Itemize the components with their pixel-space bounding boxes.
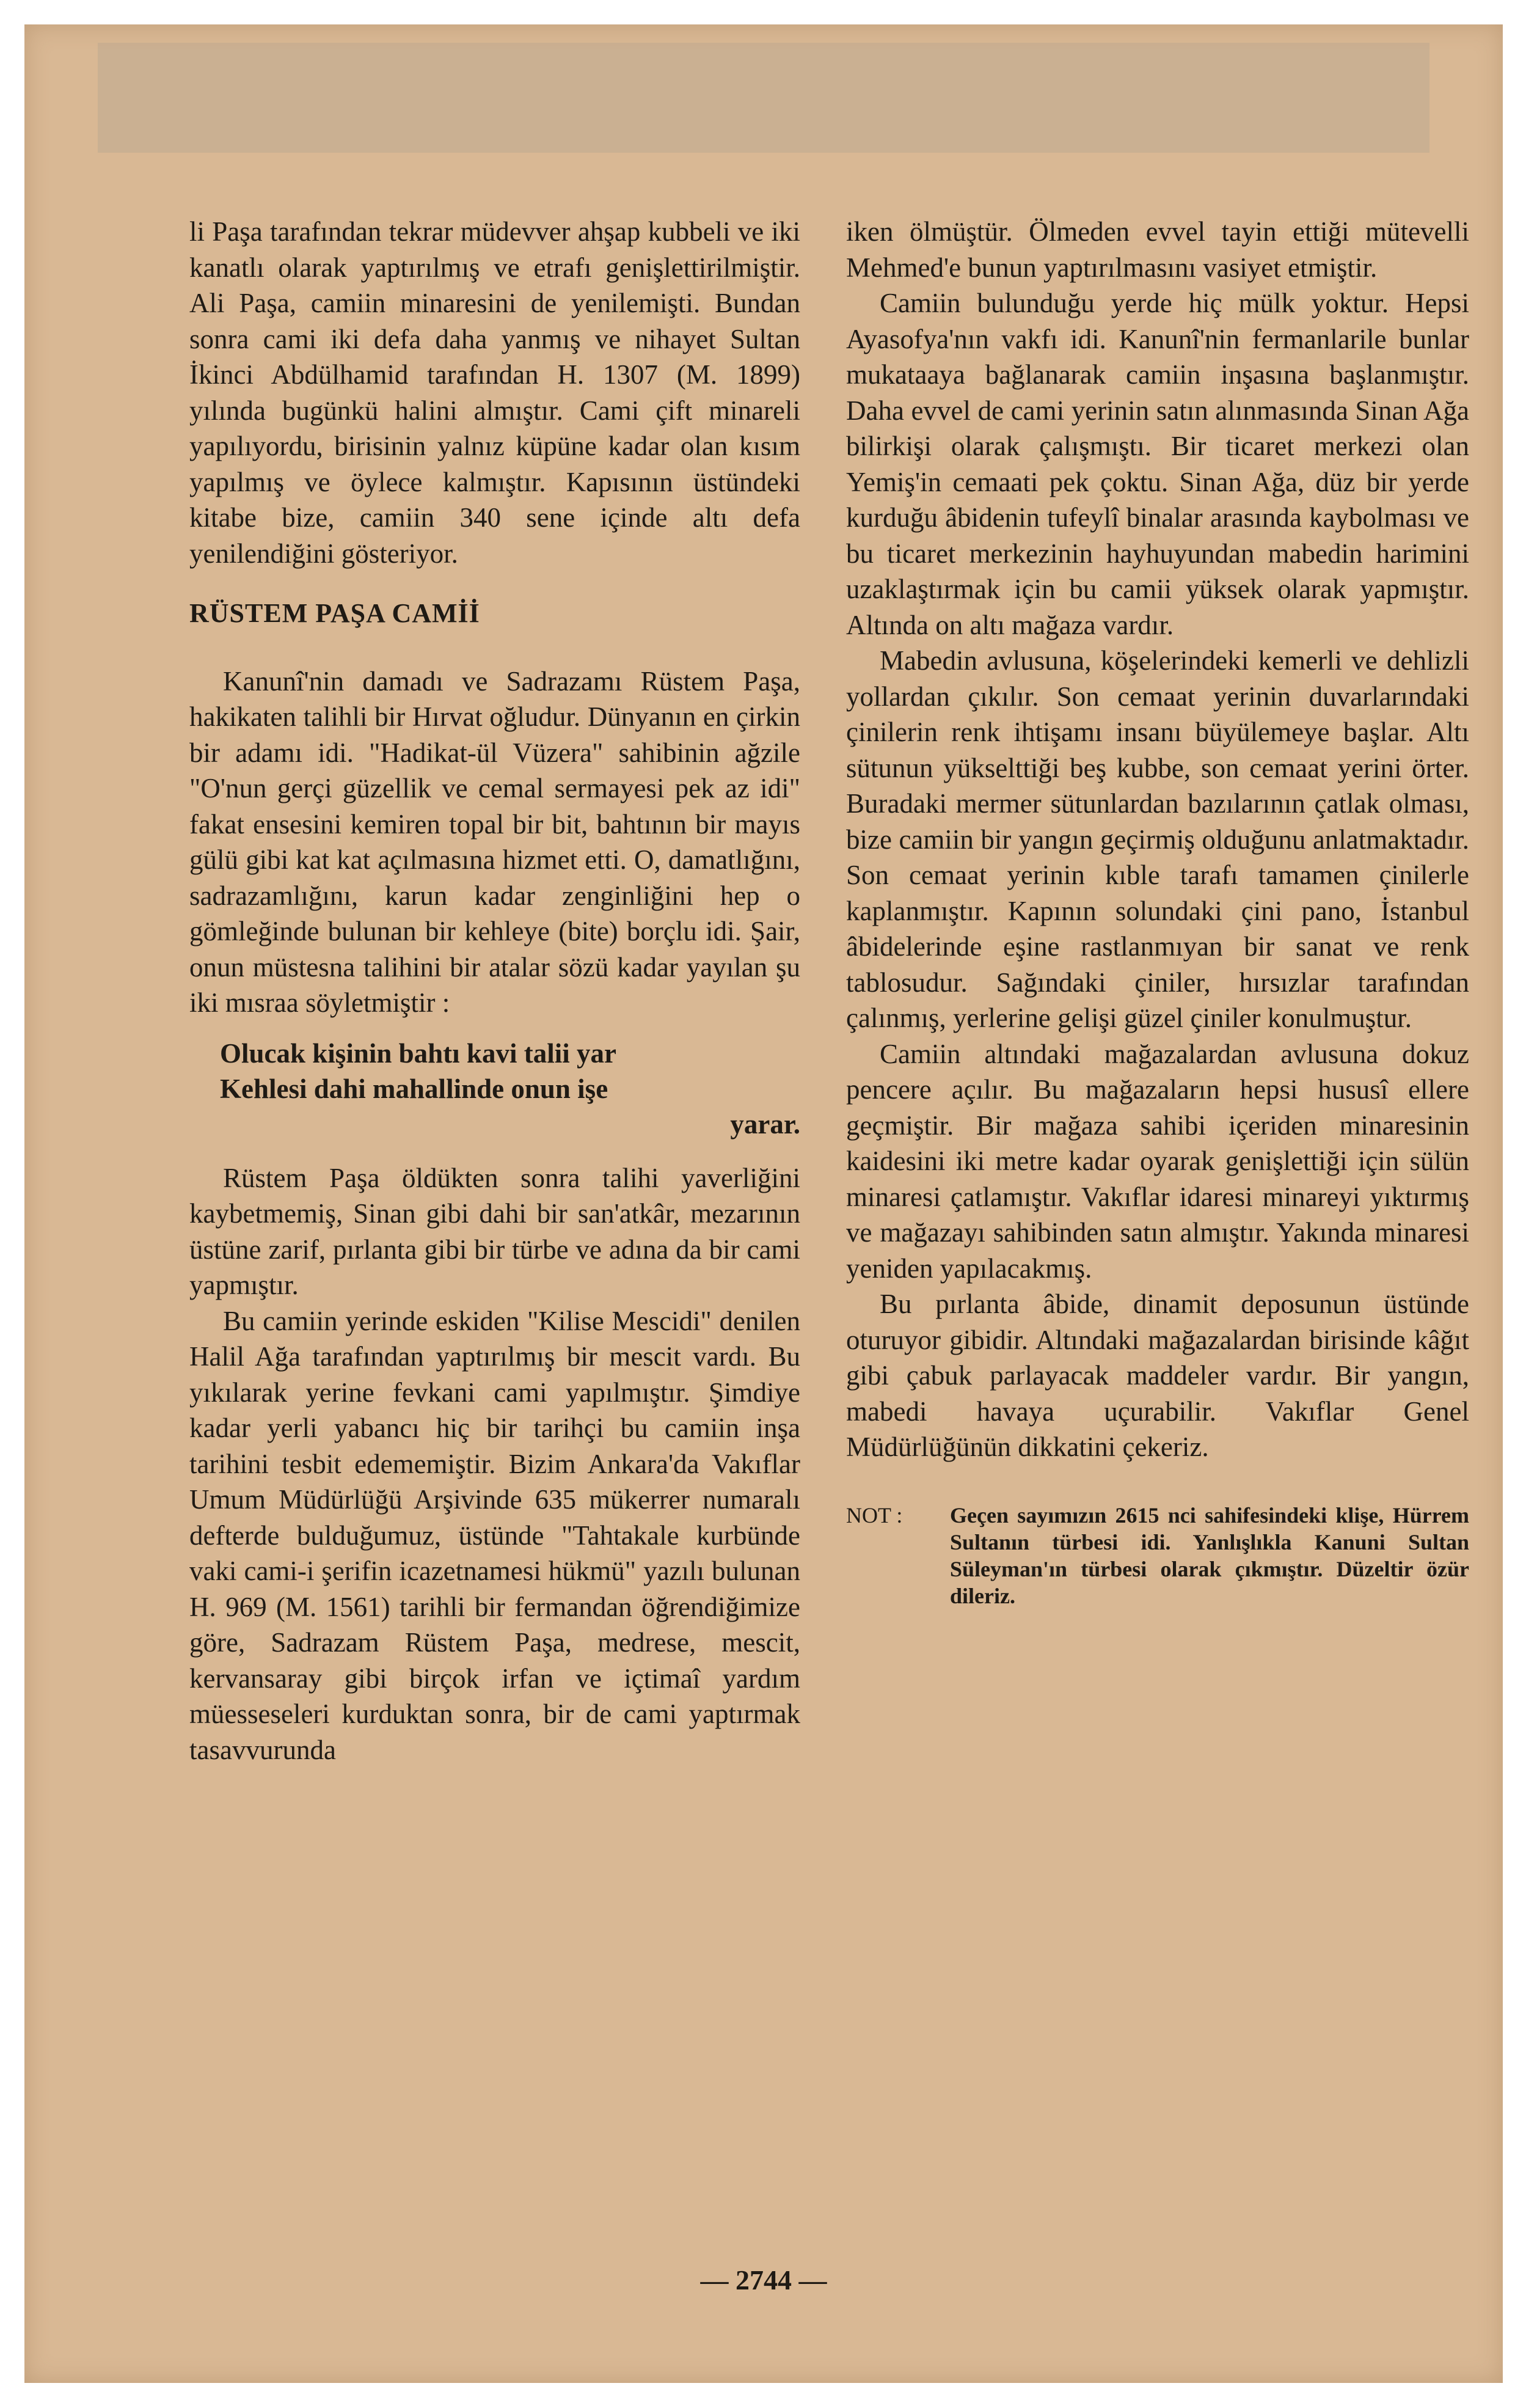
note-label: NOT :: [846, 1502, 903, 1528]
article-paragraph: iken ölmüştür. Ölmeden evvel tayin ettiği mütevelli Mehmed'e bunun yaptırılmasını vasiyet etmiştir.: [846, 216, 1469, 283]
verse-line: Kehlesi dahi mahallinde onun işe: [220, 1073, 608, 1104]
verse-line: yarar.: [730, 1108, 800, 1140]
section-heading: RÜSTEM PAŞA CAMİİ: [189, 598, 480, 628]
article-paragraph: Bu camiin yerinde eskiden "Kilise Mescidi" denilen Halil Ağa tarafından yaptırılmış bir mescit vardı. Bu yıkılarak yerine fevkani cami yapılmıştır. Şimdiye kadar yerli yabancı hiç bir tarihçi bu camiin inşa tarihini tesbit edememiştir. Bizim Ankara'da Vakıflar Umum Müdürlüğü Arşivinde 635 mükerrer numaralı defterde bulduğumuz, üstünde "Tahtakale kurbünde vaki cami-i şerifin icazetnamesi hükmü" yazılı bulunan H. 969 (M. 1561) tarihli bir fermandan öğrendiğimize göre, Sadrazam Rüstem Paşa, medrese, mescit, kervansaray gibi birçok irfan ve içtimaî yardım müesseseleri kurduktan sonra, bir de cami yaptırmak tasavvurunda: [189, 1305, 800, 1765]
left-column: [189, 214, 800, 1768]
verse-line: Olucak kişinin bahtı kavi talii yar: [220, 1037, 616, 1069]
right-column: [846, 214, 1469, 1609]
article-paragraph: li Paşa tarafından tekrar müdevver ahşap kubbeli ve iki kanatlı olarak yaptırılmış ve etrafı genişlettirilmiştir. Ali Paşa, camiin minaresini de yenilemişti. Bundan sonra cami iki defa daha yanmış ve nihayet Sultan İkinci Abdülhamid tarafından H. 1307 (M. 1899) yılında bugünkü halini almıştır. Cami çift minareli yapılıyordu, birisinin yalnız küpüne kadar olan kısım yapılmış ve öylece kalmıştır. Kapısının üstündeki kitabe bize, camiin 340 sene içinde altı defa yenilendiğini gösteriyor.: [189, 216, 800, 569]
note-text: Geçen sayımızın 2615 nci sahifesindeki klişe, Hürrem Sultanın türbesi idi. Yanlışlıkla Kanuni Sultan Süleyman'ın türbesi olarak çıkmıştır. Düzeltir özür dileriz.: [950, 1502, 1469, 1608]
article-paragraph: Camiin bulunduğu yerde hiç mülk yoktur. Hepsi Ayasofya'nın vakfı idi. Kanunî'nin fermanlarile bunlar mukataaya bağlanarak camiin inşasına başlanmıştır. Daha evvel de cami yerinin satın alınmasında Sinan Ağa bilirkişi olarak çalışmıştı. Bir ticaret merkezi olan Yemiş'in cemaati pek çoktu. Sinan Ağa, düz bir yerde kurduğu âbidenin tufeylî binalar arasında kaybolması ve bu ticaret merkezinin hayhuyundan mabedin harimini uzaklaştırmak için bu camii yüksek olarak yapmıştır. Altında on altı mağaza vardır.: [846, 288, 1469, 640]
article-paragraph: Mabedin avlusuna, köşelerindeki kemerli ve dehlizli yollardan çıkılır. Son cemaat yerinin duvarlarındaki çinilerin renk ihtişamı insanı büyülemeye başlar. Altı sütunun yükselttiği beş kubbe, son cemaat yerini örter. Buradaki mermer sütunlardan bazılarının çatlak olması, bize camiin bir yangın geçirmiş olduğunu anlatmaktadır. Son cemaat yerinin kıble tarafı tamamen çinilerle kaplanmıştır. Kapının solundaki çini pano, İstanbul âbidelerinde eşine rastlanmıyan bir sanat ve renk tablosudur. Sağındaki çiniler, hırsızlar tarafından çalınmış, yerlerine gelişi güzel çiniler konulmuştur.: [846, 645, 1469, 1033]
article-paragraph: Kanunî'nin damadı ve Sadrazamı Rüstem Paşa, hakikaten talihli bir Hırvat oğludur. Dünyanın en çirkin bir adamı idi. "Hadikat-ül Vüzera" sahibinin ağzile "O'nun gerçi güzellik ve cemal sermayesi pek az idi" fakat ensesini kemiren topal bir bit, bahtının bir mayıs gülü gibi kat kat açılmasına hizmet etti. O, damatlığını, sadrazamlığını, karun kadar zenginliğini hep o gömleğinde bulunan bir kehleye (bite) borçlu idi. Şair, onun müstesna talihini bir atalar sözü kadar yayılan şu iki mısraa söyletmiştir :: [189, 665, 800, 1018]
page-number: — 2744 —: [700, 2264, 827, 2296]
article-paragraph: Bu pırlanta âbide, dinamit deposunun üstünde oturuyor gibidir. Altındaki mağazalardan birisinde kâğıt gibi çabuk parlayacak maddeler vardır. Bir yangın, mabedi havaya uçurabilir. Vakıflar Genel Müdürlüğünün dikkatini çekeriz.: [846, 1289, 1469, 1462]
article-paragraph: Rüstem Paşa öldükten sonra talihi yaverliğini kaybetmemiş, Sinan gibi dahi bir san'atkâr, mezarının üstüne zarif, pırlanta gibi bir türbe ve adına da bir cami yapmıştır.: [189, 1162, 800, 1300]
article-paragraph: Camiin altındaki mağazalardan avlusuna dokuz pencere açılır. Bu mağazaların hepsi hususî ellere geçmiştir. Bir mağaza sahibi içeriden minaresinin kaidesini iki metre kadar oyarak genişlettiği için sülün minaresi çatlamıştır. Vakıflar idaresi minareyi yıktırmış ve mağazayı sahibinden satın almıştır. Yakında minaresi yeniden yapılacakmış.: [846, 1038, 1469, 1284]
magazine-page: [24, 24, 1503, 2383]
editor-note: [846, 1502, 1469, 1609]
verse-quote: [220, 1036, 800, 1142]
